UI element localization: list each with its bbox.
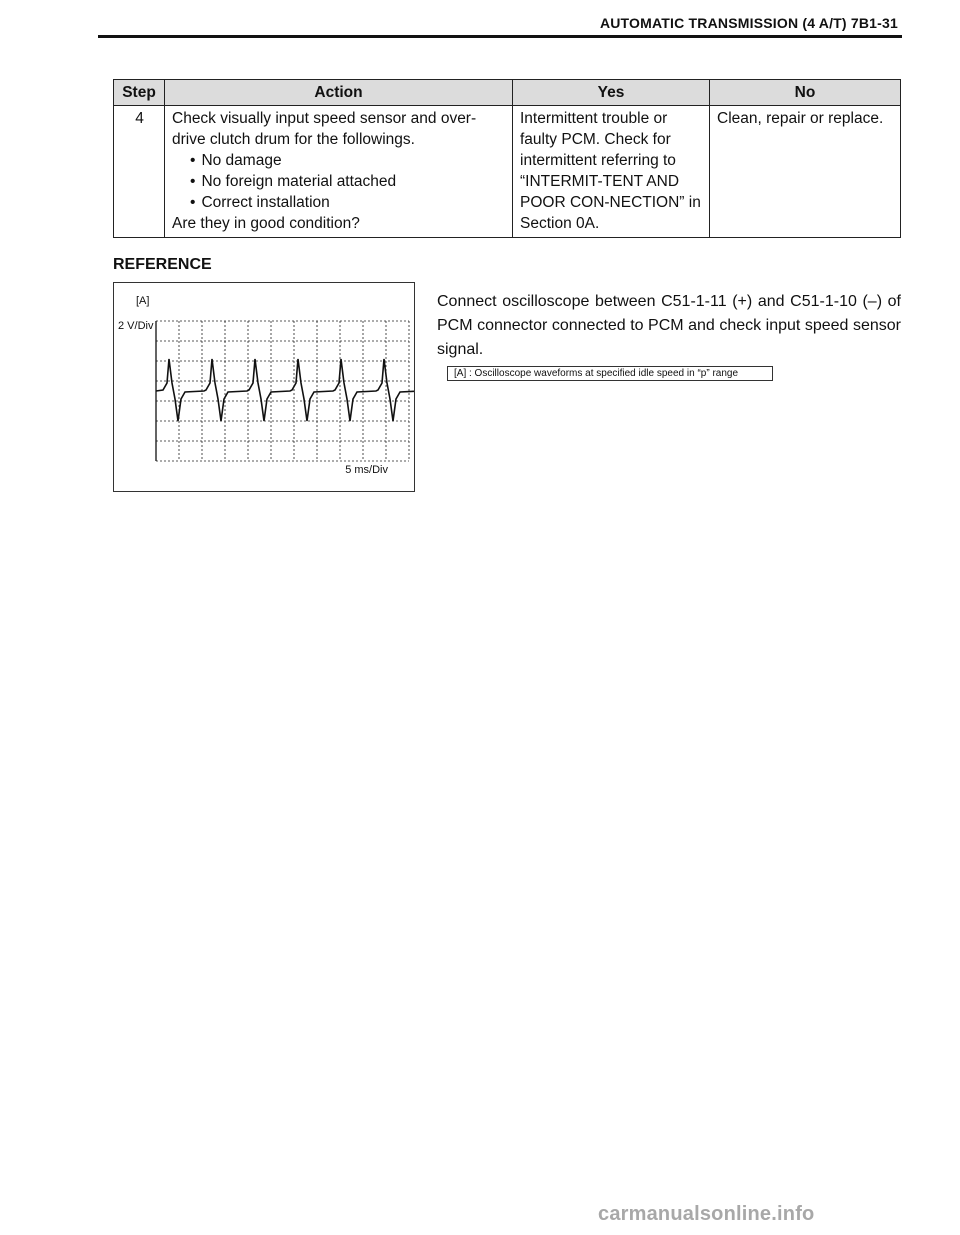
figure-caption: [A] : Oscilloscope waveforms at specified idle speed in “p” range — [447, 366, 773, 381]
check-item: • Correct installation — [190, 192, 506, 213]
action-intro: Check visually input speed sensor and over-drive clutch drum for the followings. — [172, 110, 477, 148]
header-step: Step — [114, 80, 165, 106]
check-list — [172, 150, 506, 213]
table-header-row — [114, 80, 901, 106]
reference-heading: REFERENCE — [113, 256, 212, 273]
oscilloscope-figure — [113, 282, 415, 492]
header-no: No — [710, 80, 901, 106]
figure-label: [A] — [136, 295, 150, 307]
page-header-title: AUTOMATIC TRANSMISSION (4 A/T) 7B1-31 — [599, 15, 898, 31]
header-yes: Yes — [513, 80, 710, 106]
cell-action — [165, 106, 513, 238]
vertical-scale-label: 2 V/Div — [118, 320, 154, 332]
header-rule — [98, 35, 902, 38]
cell-yes: Intermittent trouble or faulty PCM. Check for intermittent referring to “INTERMIT-TENT AND POOR CON-NECTION” in Section 0A. — [513, 106, 710, 238]
diagnostic-step-table — [113, 79, 901, 238]
oscilloscope-waveform-graphic — [114, 283, 414, 491]
reference-instructions: Connect oscilloscope between C51-1-11 (+) and C51-1-10 (–) of PCM connector connected to PCM and check input speed sensor signal. — [437, 293, 901, 358]
check-item: • No damage — [190, 150, 506, 171]
time-scale-label: 5 ms/Div — [345, 464, 388, 476]
watermark-logo: carmanualsonline.info — [598, 1203, 815, 1225]
check-item: • No foreign material attached — [190, 171, 506, 192]
header-action: Action — [165, 80, 513, 106]
cell-step: 4 — [114, 106, 165, 238]
table-row — [114, 106, 901, 238]
cell-no: Clean, repair or replace. — [710, 106, 901, 238]
action-question: Are they in good condition? — [172, 215, 360, 232]
